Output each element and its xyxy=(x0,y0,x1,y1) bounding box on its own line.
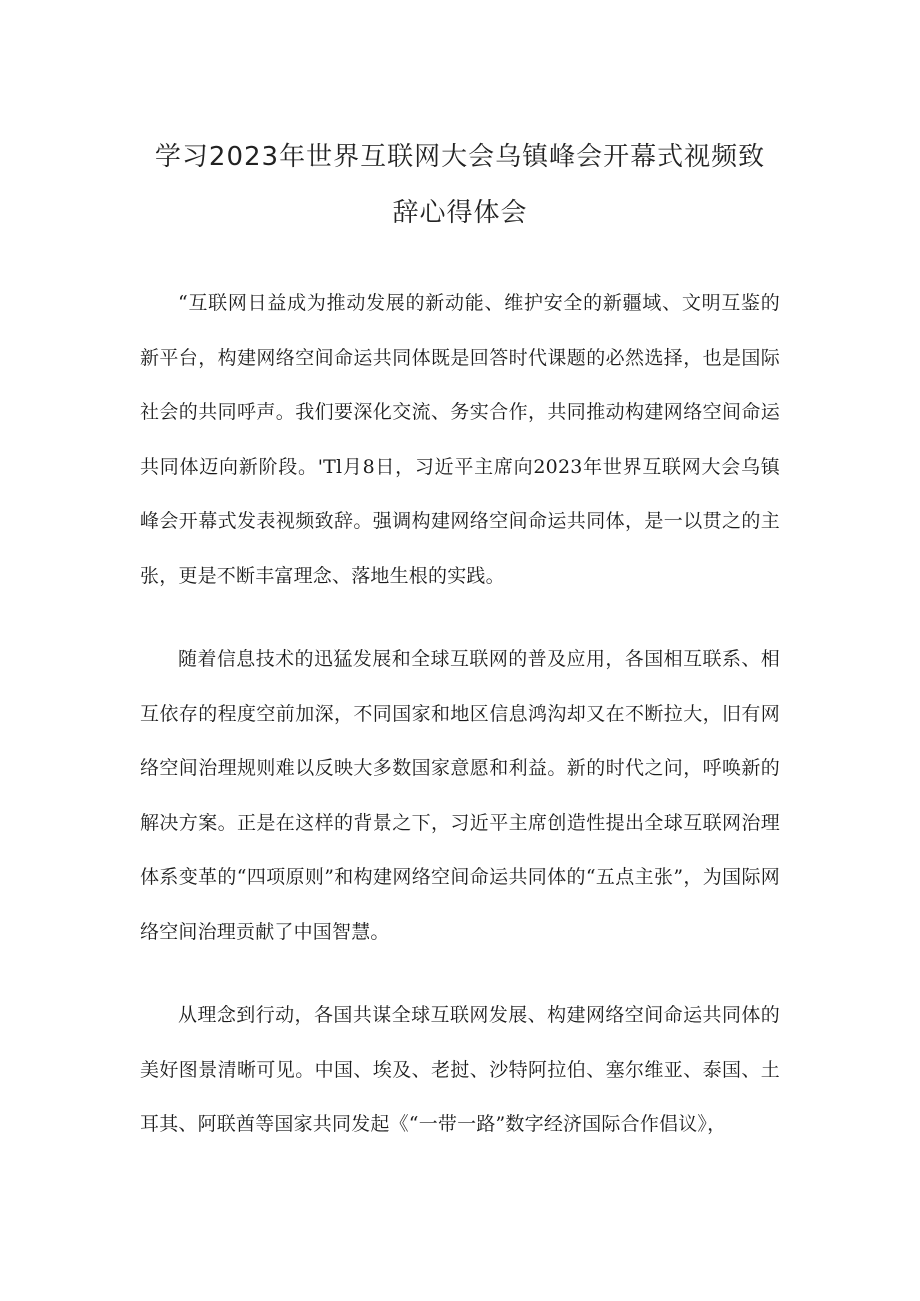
paragraph-3: 从理念到行动，各国共谋全球互联网发展、构建网络空间命运共同体的美好图景清晰可见。中国、埃及、老挝、沙特阿拉伯、塞尔维亚、泰国、土耳其、阿联酋等国家共同发起《“一带一路”数字经济国际合作倡议》， xyxy=(140,1004,780,1135)
paragraph-1: “互联网日益成为推动发展的新动能、维护安全的新疆域、文明互鉴的新平台，构建网络空间命运共同体既是回答时代课题的必然选择，也是国际社会的共同呼声。我们要深化交流、务实合作，共同推动构建网络空间命运共同体迈向新阶段。'Tl月8日，习近平主席向2023年世界互联网大会乌镇峰会开幕式发表视频致辞。强调构建网络空间命运共同体，是一以贯之的主张，更是不断丰富理念、落地生根的实践。 xyxy=(140,292,780,587)
paragraph-2: 随着信息技术的迅猛发展和全球互联网的普及应用，各国相互联系、相互依存的程度空前加深，不同国家和地区信息鸿沟却又在不断拉大，旧有网络空间治理规则难以反映大多数国家意愿和利益。新的时代之问，呼唤新的解决方案。正是在这样的背景之下，习近平主席创造性提出全球互联网治理体系变革的“四项原则”和构建网络空间命运共同体的“五点主张”，为国际网络空间治理贡献了中国智慧。 xyxy=(140,648,780,943)
document-title-line-1: 学习2023年世界互联网大会乌镇峰会开幕式视频致 xyxy=(154,142,766,172)
document-title-line-2: 辞心得体会 xyxy=(392,198,528,228)
